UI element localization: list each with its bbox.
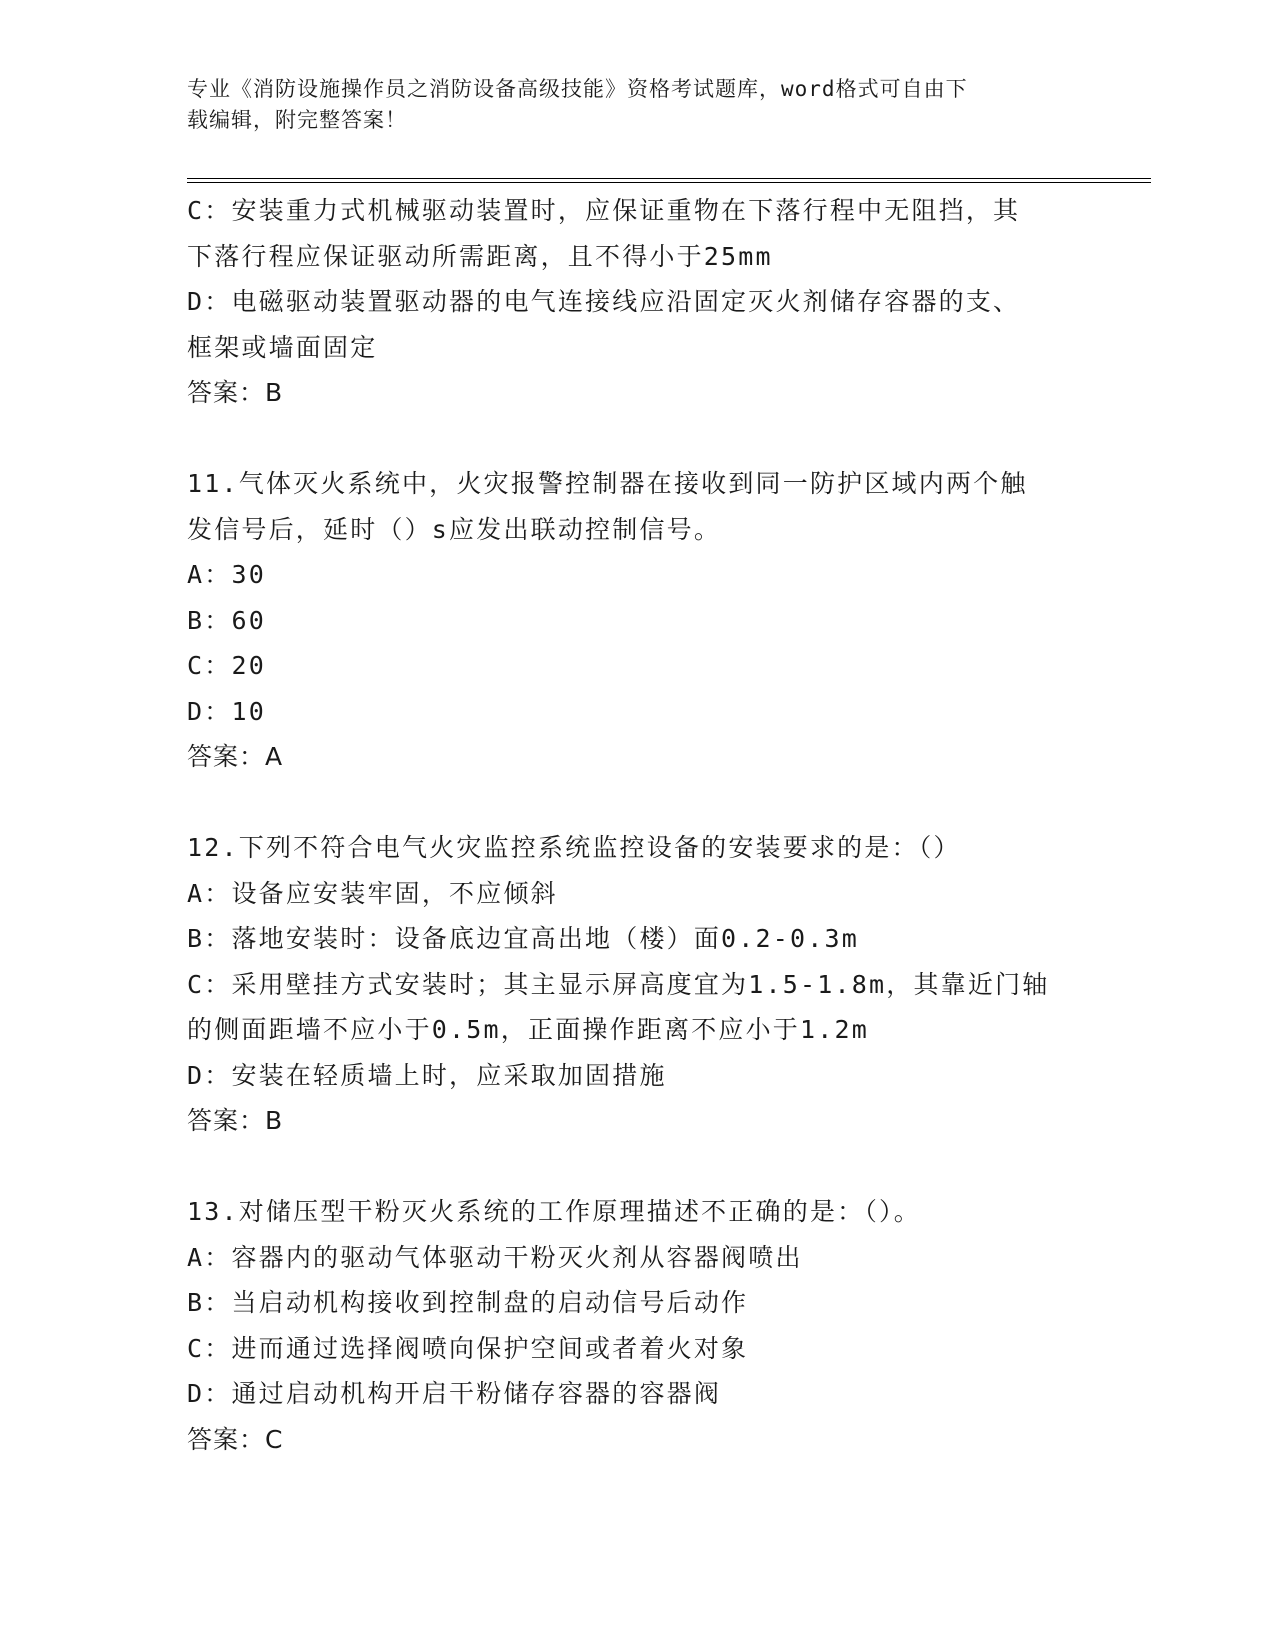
option-c-line-1: C：安装重力式机械驱动装置时，应保证重物在下落行程中无阻挡，其 xyxy=(187,196,1021,225)
option-c: C：进而通过选择阀喷向保护空间或者着火对象 xyxy=(187,1333,749,1363)
question-stem: 13.对储压型干粉灭火系统的工作原理描述不正确的是：（）。 xyxy=(187,1197,921,1226)
option-c: C：20 xyxy=(187,651,266,680)
answer: 答案：C xyxy=(187,1424,284,1454)
option-b: B：当启动机构接收到控制盘的启动信号后动作 xyxy=(187,1288,749,1317)
option-a: A：容器内的驱动气体驱动干粉灭火剂从容器阀喷出 xyxy=(187,1242,803,1272)
question-11 xyxy=(187,461,1087,780)
option-b: B：落地安装时：设备底边宜高出地（楼）面0.2-0.3m xyxy=(187,924,860,953)
question-stem-line-2: 发信号后，延时（）s应发出联动控制信号。 xyxy=(187,514,722,544)
page-header xyxy=(187,74,1067,136)
question-stem: 12.下列不符合电气火灾监控系统监控设备的安装要求的是：（） xyxy=(187,833,961,862)
question-stem-line-1: 11.气体灭火系统中，火灾报警控制器在接收到同一防护区域内两个触 xyxy=(187,469,1028,498)
option-d: D：10 xyxy=(187,696,266,726)
answer: 答案：B xyxy=(187,1106,284,1135)
option-d: D：通过启动机构开启干粉储存容器的容器阀 xyxy=(187,1379,722,1408)
option-c-line-1: C：采用壁挂方式安装时；其主显示屏高度宜为1.5-1.8m，其靠近门轴 xyxy=(187,969,1050,999)
option-a: A：设备应安装牢固，不应倾斜 xyxy=(187,878,558,908)
option-d: D：安装在轻质墙上时，应采取加固措施 xyxy=(187,1060,667,1090)
answer: 答案：B xyxy=(187,378,284,407)
question-10-tail xyxy=(187,188,1087,416)
header-divider xyxy=(187,178,1151,183)
header-line-1: 专业《消防设施操作员之消防设备高级技能》资格考试题库，word格式可自由下 xyxy=(187,77,968,101)
option-d-line-2: 框架或墙面固定 xyxy=(187,332,378,362)
question-content xyxy=(187,188,1087,1462)
question-12 xyxy=(187,825,1087,1144)
header-line-2: 载编辑，附完整答案！ xyxy=(187,108,407,132)
option-c-line-2: 的侧面距墙不应小于0.5m，正面操作距离不应小于1.2m xyxy=(187,1015,870,1044)
spacer xyxy=(187,1144,1087,1190)
option-d-line-1: D：电磁驱动装置驱动器的电气连接线应沿固定灭火剂储存容器的支、 xyxy=(187,287,1021,316)
option-a: A：30 xyxy=(187,560,266,589)
spacer xyxy=(187,780,1087,826)
option-b: B：60 xyxy=(187,605,266,635)
option-c-line-2: 下落行程应保证驱动所需距离，且不得小于25mm xyxy=(187,241,773,271)
answer: 答案：A xyxy=(187,742,284,771)
question-13 xyxy=(187,1189,1087,1462)
spacer xyxy=(187,416,1087,462)
